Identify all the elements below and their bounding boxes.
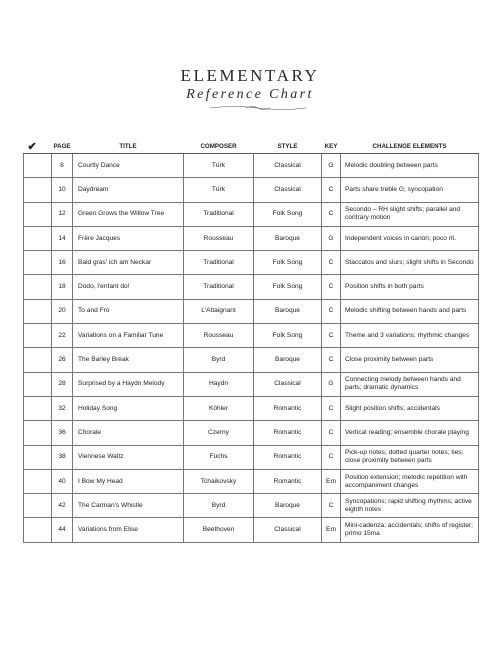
cell-composer: Türk: [184, 154, 254, 178]
checkbox-cell[interactable]: [24, 299, 52, 323]
cell-challenge: Close proximity between parts: [341, 348, 479, 372]
checkbox-cell[interactable]: [24, 518, 52, 542]
cell-title: Viennese Waltz: [73, 445, 184, 469]
cell-title: Bald gras' ich am Neckar: [73, 251, 184, 275]
cell-title: The Carman's Whistle: [73, 494, 184, 518]
cell-key: C: [322, 275, 341, 299]
cell-challenge: Syncopations; rapid shifting rhythms; active eighth notes: [341, 494, 479, 518]
cell-style: Folk Song: [254, 324, 322, 348]
cell-challenge: Pick-up notes; dotted quarter notes; ties; close proximity between parts: [341, 445, 479, 469]
cell-page: 42: [52, 494, 73, 518]
cell-challenge: Vertical reading; ensemble chorale playing: [341, 421, 479, 445]
cell-key: G: [322, 226, 341, 250]
cell-key: Em: [322, 469, 341, 493]
table-row: [24, 226, 479, 250]
cell-composer: Tchaikovsky: [184, 469, 254, 493]
cell-title: The Barley Break: [73, 348, 184, 372]
checkbox-cell[interactable]: [24, 275, 52, 299]
table-row: [24, 154, 479, 178]
cell-key: C: [322, 396, 341, 420]
cell-challenge: Position extension; melodic repetition with accompaniment changes: [341, 469, 479, 493]
cell-composer: Türk: [184, 178, 254, 202]
cell-composer: Köhler: [184, 396, 254, 420]
checkbox-cell[interactable]: [24, 494, 52, 518]
cell-challenge: Melodic shifting between hands and parts: [341, 299, 479, 323]
cell-page: 28: [52, 372, 73, 396]
cell-title: Chorale: [73, 421, 184, 445]
table-row: [24, 324, 479, 348]
cell-challenge: Slight position shifts; accidentals: [341, 396, 479, 420]
cell-style: Classical: [254, 178, 322, 202]
cell-title: Variations from Elise: [73, 518, 184, 542]
cell-style: Classical: [254, 154, 322, 178]
cell-page: 20: [52, 299, 73, 323]
cell-title: Courtly Dance: [73, 154, 184, 178]
checkbox-cell[interactable]: [24, 372, 52, 396]
cell-composer: L'Attaignant: [184, 299, 254, 323]
cell-composer: Beethoven: [184, 518, 254, 542]
cell-title: Dodo, l'enfant do!: [73, 275, 184, 299]
cell-style: Baroque: [254, 494, 322, 518]
cell-key: G: [322, 372, 341, 396]
table-row: [24, 372, 479, 396]
table-row: [24, 348, 479, 372]
table-row: [24, 396, 479, 420]
cell-key: C: [322, 251, 341, 275]
cell-style: Baroque: [254, 348, 322, 372]
cell-page: 44: [52, 518, 73, 542]
cell-title: Daydream: [73, 178, 184, 202]
cell-page: 14: [52, 226, 73, 250]
column-header-composer: COMPOSER: [184, 140, 254, 154]
cell-composer: Traditional: [184, 202, 254, 226]
cell-challenge: Connecting melody between hands and parts; dramatic dynamics: [341, 372, 479, 396]
cell-composer: Rousseau: [184, 226, 254, 250]
cell-challenge: Mini-cadenza; accidentals; shifts of register; primo 15ma: [341, 518, 479, 542]
cell-key: G: [322, 154, 341, 178]
checkbox-cell[interactable]: [24, 178, 52, 202]
cell-composer: Traditional: [184, 251, 254, 275]
cell-key: C: [322, 299, 341, 323]
cell-composer: Czerny: [184, 421, 254, 445]
cell-style: Romantic: [254, 445, 322, 469]
page-title: ELEMENTARY: [180, 66, 320, 85]
cell-page: 32: [52, 396, 73, 420]
table-row: [24, 445, 479, 469]
cell-key: C: [322, 445, 341, 469]
table-row: [24, 275, 479, 299]
cell-composer: Byrd: [184, 348, 254, 372]
cell-title: I Bow My Head: [73, 469, 184, 493]
cell-key: C: [322, 178, 341, 202]
cell-style: Folk Song: [254, 251, 322, 275]
cell-challenge: Parts share treble G; syncopation: [341, 178, 479, 202]
column-header-key: KEY: [322, 140, 341, 154]
cell-title: Holiday Song: [73, 396, 184, 420]
checkbox-cell[interactable]: [24, 348, 52, 372]
cell-style: Romantic: [254, 469, 322, 493]
checkbox-cell[interactable]: [24, 396, 52, 420]
cell-page: 22: [52, 324, 73, 348]
checkbox-cell[interactable]: [24, 251, 52, 275]
checkmark-icon: ✔: [24, 140, 52, 154]
cell-style: Baroque: [254, 299, 322, 323]
cell-page: 10: [52, 178, 73, 202]
flourish-ornament-icon: [208, 104, 308, 112]
cell-challenge: Secondo – RH slight shifts; parallel and contrary motion: [341, 202, 479, 226]
column-header-style: STYLE: [254, 140, 322, 154]
cell-page: 40: [52, 469, 73, 493]
column-header-title: TITLE: [73, 140, 184, 154]
cell-page: 16: [52, 251, 73, 275]
column-header-page: PAGE: [52, 140, 73, 154]
column-header-challenge: CHALLENGE ELEMENTS: [341, 140, 479, 154]
cell-composer: Füchs: [184, 445, 254, 469]
cell-key: C: [322, 202, 341, 226]
cell-key: C: [322, 324, 341, 348]
cell-challenge: Position shifts in both parts: [341, 275, 479, 299]
checkbox-cell[interactable]: [24, 421, 52, 445]
cell-title: Variations on a Familiar Tune: [73, 324, 184, 348]
cell-key: C: [322, 421, 341, 445]
cell-title: To and Fro: [73, 299, 184, 323]
table-row: [24, 178, 479, 202]
table-header-row: [24, 140, 479, 154]
cell-style: Folk Song: [254, 275, 322, 299]
cell-page: 36: [52, 421, 73, 445]
cell-key: C: [322, 494, 341, 518]
table-row: [24, 299, 479, 323]
reference-chart-table: [23, 140, 479, 543]
cell-style: Classical: [254, 372, 322, 396]
table-row: [24, 251, 479, 275]
checkbox-cell[interactable]: [24, 469, 52, 493]
cell-title: Green Grows the Willow Tree: [73, 202, 184, 226]
checkbox-cell[interactable]: [24, 324, 52, 348]
table-row: [24, 202, 479, 226]
cell-composer: Byrd: [184, 494, 254, 518]
cell-challenge: Melodic doubling between parts: [341, 154, 479, 178]
cell-composer: Haydn: [184, 372, 254, 396]
checkbox-cell[interactable]: [24, 226, 52, 250]
page-subtitle: Reference Chart: [186, 87, 314, 102]
cell-page: 38: [52, 445, 73, 469]
checkbox-cell[interactable]: [24, 445, 52, 469]
cell-page: 8: [52, 154, 73, 178]
cell-style: Folk Song: [254, 202, 322, 226]
cell-key: Em: [322, 518, 341, 542]
cell-page: 12: [52, 202, 73, 226]
cell-title: Frère Jacques: [73, 226, 184, 250]
cell-challenge: Independent voices in canon; poco rit.: [341, 226, 479, 250]
table-row: [24, 518, 479, 542]
cell-challenge: Theme and 3 variations; rhythmic changes: [341, 324, 479, 348]
cell-page: 18: [52, 275, 73, 299]
cell-composer: Traditional: [184, 275, 254, 299]
cell-page: 26: [52, 348, 73, 372]
checkbox-cell[interactable]: [24, 154, 52, 178]
table-row: [24, 494, 479, 518]
cell-style: Romantic: [254, 396, 322, 420]
cell-style: Baroque: [254, 226, 322, 250]
cell-style: Romantic: [254, 421, 322, 445]
cell-title: Surprised by a Haydn Melody: [73, 372, 184, 396]
checkbox-cell[interactable]: [24, 202, 52, 226]
table-row: [24, 469, 479, 493]
cell-challenge: Staccatos and slurs; slight shifts in Secondo: [341, 251, 479, 275]
cell-style: Classical: [254, 518, 322, 542]
cell-composer: Rousseau: [184, 324, 254, 348]
cell-key: C: [322, 348, 341, 372]
table-row: [24, 421, 479, 445]
